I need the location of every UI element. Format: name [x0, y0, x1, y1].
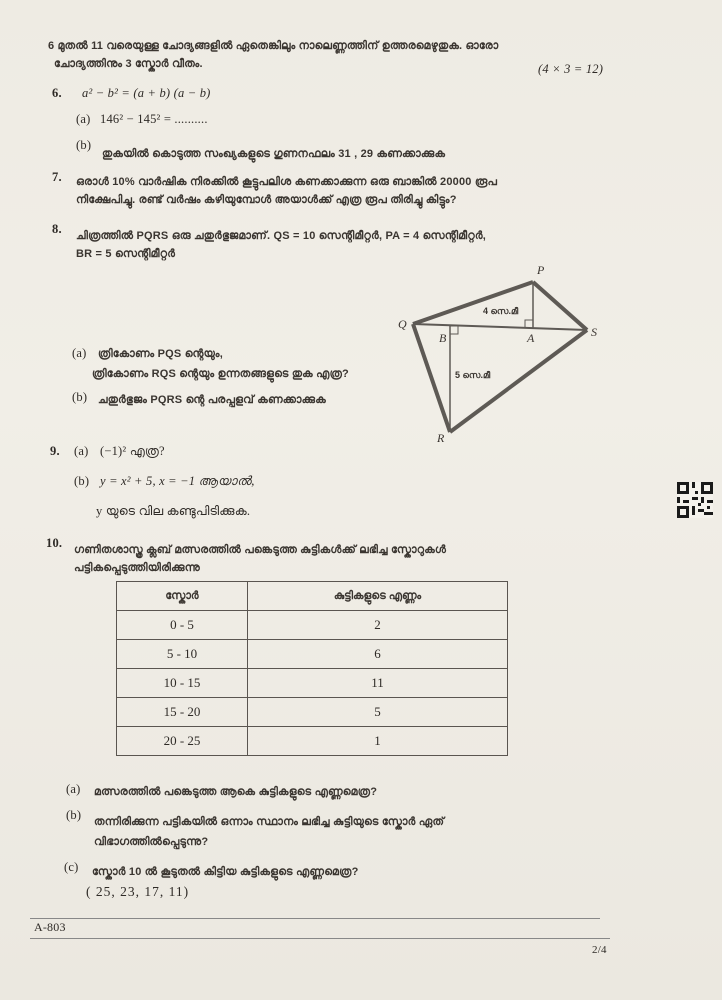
q7-line-2: നിക്ഷേപിച്ചു. രണ്ട് വർഷം കഴിയുമ്പോൾ അയാൾക്ക് എത്ര രൂപ തിരിച്ചു കിട്ടും?: [76, 194, 457, 206]
q9-b-text: y = x² + 5, x = −1 ആയാൽ,: [100, 474, 255, 488]
instructions-line-1: 6 മുതൽ 11 വരെയുള്ള ചോദ്യങ്ങളിൽ ഏതെങ്കിലും നാലെണ്ണത്തിന് ഉത്തരമെഴുതുക. ഓരോ: [48, 40, 499, 52]
right-angle-a: [525, 320, 533, 328]
qr-code-icon: [677, 482, 713, 518]
q10-b-label: (b): [66, 808, 82, 822]
table-header-row: [117, 582, 508, 611]
q9-number: 9.: [50, 444, 60, 458]
vertex-b: B: [439, 331, 447, 345]
q10-a-text: മത്സരത്തിൽ പങ്കെടുത്ത ആകെ കുട്ടികളുടെ എണ്ണമെത്ര?: [94, 786, 378, 798]
vertex-p: P: [537, 263, 545, 277]
q10-number: 10.: [46, 536, 63, 550]
table-cell-count: 2: [248, 611, 508, 640]
edge-sr: [450, 330, 587, 432]
table-cell-score: 0 - 5: [117, 611, 248, 640]
table-header-count: കുട്ടികളുടെ എണ്ണം: [248, 582, 508, 611]
table-cell-score: 15 - 20: [117, 698, 248, 727]
q8-number: 8.: [52, 222, 62, 236]
footer-divider: [30, 918, 600, 919]
table-cell-count: 5: [248, 698, 508, 727]
q6-a-text: 146² − 145² = ..........: [100, 112, 208, 126]
table-cell-count: 6: [248, 640, 508, 669]
q10-a-label: (a): [66, 782, 81, 796]
edge-ps: [533, 282, 587, 330]
q8-b-label: (b): [72, 390, 88, 404]
q10-c-label: (c): [64, 860, 79, 874]
table-header-score: സ്കോർ: [117, 582, 248, 611]
label-pa-length: 4 സെ.മീ: [483, 306, 519, 316]
q10-b-line-2: വിഭാഗത്തിൽപ്പെടുന്നു?: [94, 836, 209, 848]
table-cell-count: 1: [248, 727, 508, 756]
q9-b-label: (b): [74, 474, 90, 488]
table-row: [117, 640, 508, 669]
q8-a-line-2: ത്രികോണം RQS ന്റെയും ഉന്നതങ്ങളുടെ തുക എത്ര?: [92, 368, 349, 380]
q8-a-label: (a): [72, 346, 87, 360]
diagonal-qs: [413, 324, 587, 330]
table-row: [117, 669, 508, 698]
section-marks: (4 × 3 = 12): [538, 62, 604, 76]
q10-b-line-1: തന്നിരിക്കുന്ന പട്ടികയിൽ ഒന്നാം സ്ഥാനം ലഭിച്ച കുട്ടിയുടെ സ്കോർ ഏത്: [94, 816, 445, 828]
q6-b-text: തുകയിൽ കൊടുത്ത സംഖ്യകളുടെ ഗുണനഫലം 31 , 29 കണക്കാക്കുക: [102, 148, 446, 160]
edge-qp: [413, 282, 533, 324]
score-frequency-table: [116, 581, 508, 756]
table-cell-count: 11: [248, 669, 508, 698]
q9-b-line-2: y യുടെ വില കണ്ടുപിടിക്കുക.: [96, 504, 251, 518]
page-number: 2/4: [592, 944, 607, 956]
q6-b-label: (b): [76, 138, 92, 152]
q10-line-2: പട്ടികപ്പെടുത്തിയിരിക്കുന്നു: [74, 562, 200, 574]
q8-line-1: ചിത്രത്തിൽ PQRS ഒരു ചതുർഭുജമാണ്. QS = 10 സെന്റിമീറ്റർ, PA = 4 സെന്റിമീറ്റർ,: [76, 230, 487, 242]
q8-a-line-1: ത്രികോണം PQS ന്റെയും,: [98, 348, 223, 360]
right-angle-b: [450, 326, 458, 334]
table-row: [117, 611, 508, 640]
q10-options: ( 25, 23, 17, 11): [86, 884, 190, 899]
label-br-length: 5 സെ.മീ: [455, 370, 491, 380]
q7-number: 7.: [52, 170, 62, 184]
q10-c-text: സ്കോർ 10 ൽ കൂടുതൽ കിട്ടിയ കുട്ടികളുടെ എണ്ണമെത്ര?: [92, 866, 359, 878]
vertex-q: Q: [398, 317, 407, 331]
q6-a-label: (a): [76, 112, 91, 126]
q7-line-1: ഒരാൾ 10% വാർഷിക നിരക്കിൽ കൂട്ടുപലിശ കണക്കാക്കുന്ന ഒരു ബാങ്കിൽ 20000 രൂപ: [76, 176, 498, 188]
q6-number: 6.: [52, 86, 62, 100]
instructions-line-2: ചോദ്യത്തിനും 3 സ്കോർ വീതം.: [54, 58, 203, 70]
q10-line-1: ഗണിതശാസ്ത്ര ക്ലബ് മത്സരത്തിൽ പങ്കെടുത്ത കുട്ടികൾക്ക് ലഭിച്ച സ്കോറുകൾ: [74, 544, 447, 556]
footer-divider-lower: [30, 938, 610, 939]
q8-line-2: BR = 5 സെന്റിമീറ്റർ: [76, 248, 176, 260]
q9-a-label: (a): [74, 444, 89, 458]
table-row: [117, 698, 508, 727]
paper-code: A-803: [34, 920, 66, 934]
q8-b-text: ചതുർഭുജം PQRS ന്റെ പരപ്പളവ് കണക്കാക്കുക: [98, 394, 326, 406]
q9-a-text: (−1)² എത്ര?: [100, 444, 165, 458]
quadrilateral-diagram: [395, 262, 625, 447]
vertex-s: S: [591, 325, 597, 339]
vertex-a: A: [527, 331, 535, 345]
table-cell-score: 10 - 15: [117, 669, 248, 698]
table-cell-score: 20 - 25: [117, 727, 248, 756]
q6-formula: a² − b² = (a + b) (a − b): [82, 86, 211, 100]
table-cell-score: 5 - 10: [117, 640, 248, 669]
table-row: [117, 727, 508, 756]
vertex-r: R: [437, 431, 445, 445]
